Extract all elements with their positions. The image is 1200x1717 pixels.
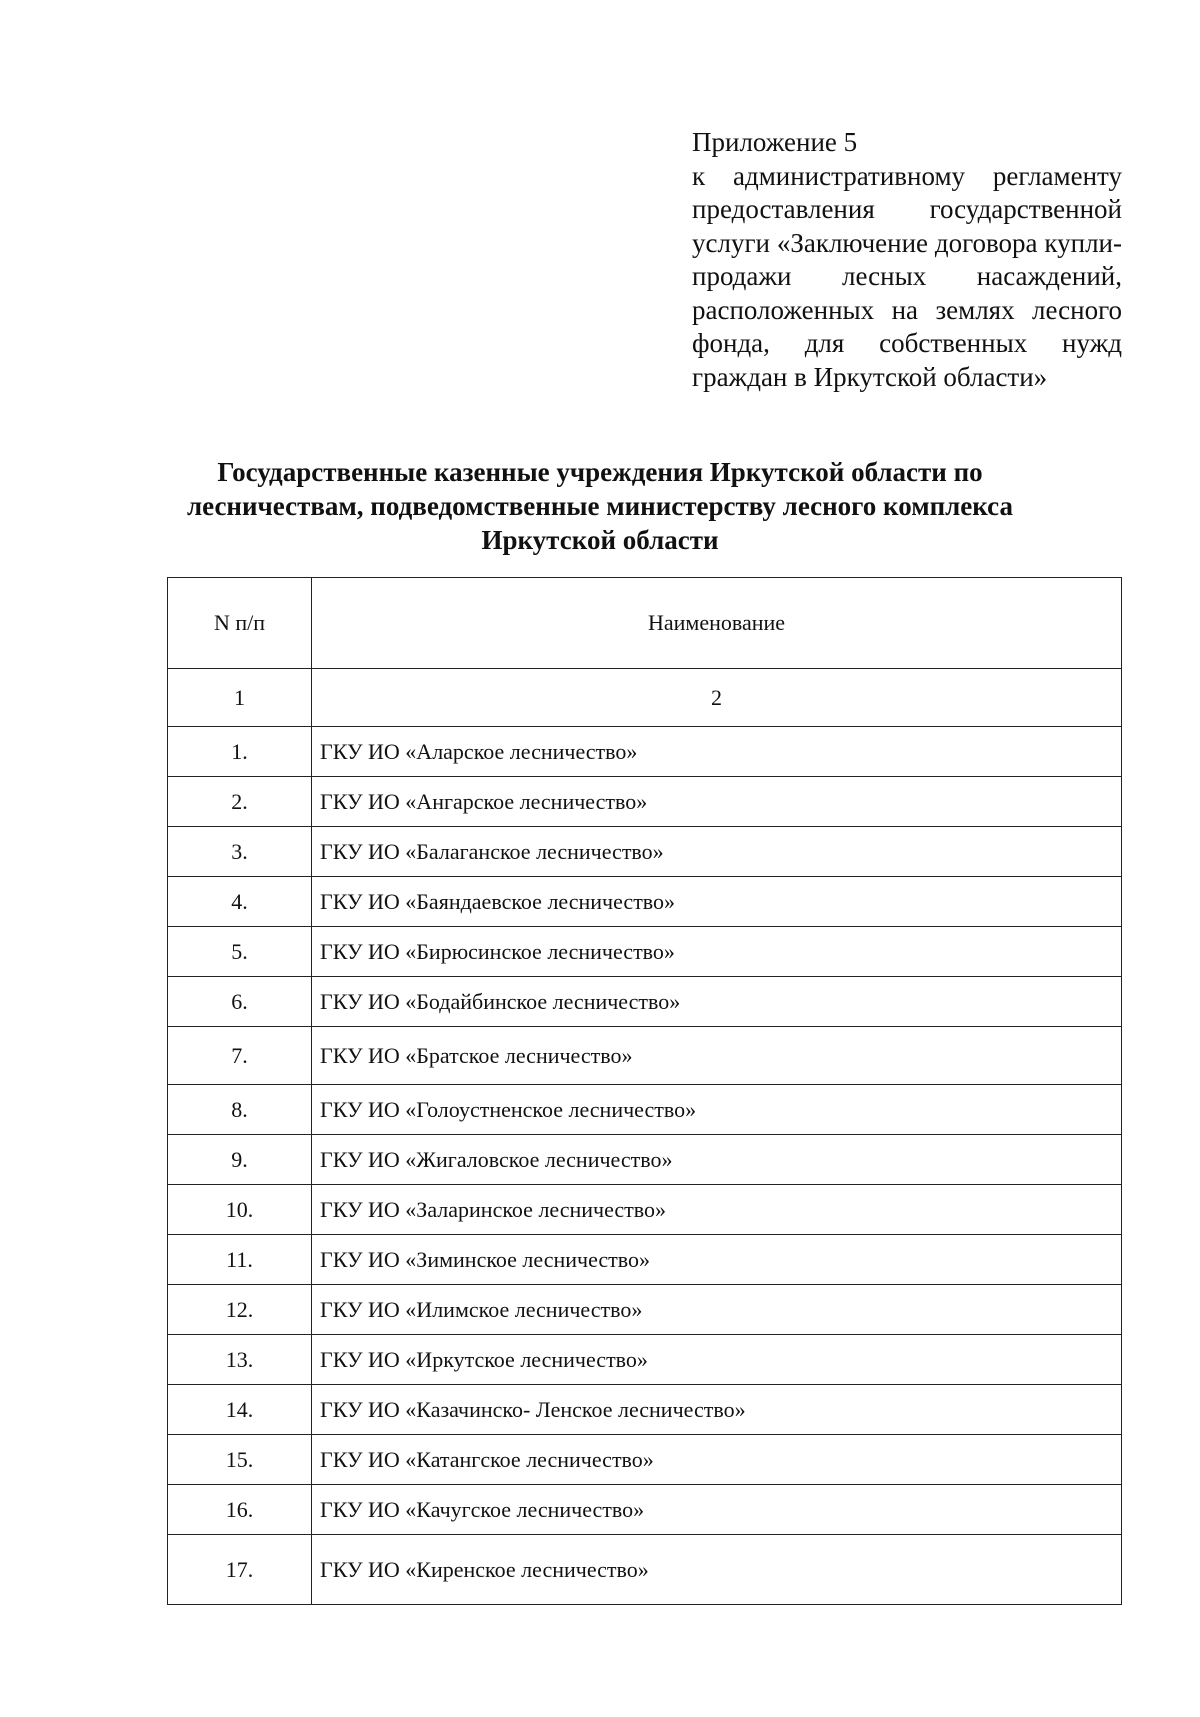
row-number: 17. [168, 1535, 312, 1605]
table-row [168, 777, 1122, 827]
row-number: 13. [168, 1335, 312, 1385]
row-number: 1. [168, 727, 312, 777]
row-number: 4. [168, 877, 312, 927]
row-number: 15. [168, 1435, 312, 1485]
row-name: ГКУ ИО «Бодайбинское лесничество» [312, 977, 1122, 1027]
table-row [168, 1385, 1122, 1435]
table-row [168, 877, 1122, 927]
table-row [168, 1285, 1122, 1335]
table-row [168, 1535, 1122, 1605]
appendix-title: Приложение 5 [692, 127, 858, 157]
document-title: Государственные казенные учреждения Иркутской области по лесничествам, подведомственные министерству лесного комплекса Иркутской области [186, 457, 1013, 555]
table-row [168, 1185, 1122, 1235]
table-row [168, 1235, 1122, 1285]
table-row [168, 827, 1122, 877]
column-index-row [168, 669, 1122, 727]
row-number: 6. [168, 977, 312, 1027]
appendix-note [692, 126, 1122, 394]
row-number: 7. [168, 1027, 312, 1085]
column-index-1: 1 [168, 669, 312, 727]
table-row [168, 1335, 1122, 1385]
row-number: 2. [168, 777, 312, 827]
header-number: N п/п [168, 578, 312, 669]
row-name: ГКУ ИО «Балаганское лесничество» [312, 827, 1122, 877]
row-name: ГКУ ИО «Баяндаевское лесничество» [312, 877, 1122, 927]
table-row [168, 1485, 1122, 1535]
table-row [168, 1135, 1122, 1185]
row-name: ГКУ ИО «Зиминское лесничество» [312, 1235, 1122, 1285]
table-row [168, 1435, 1122, 1485]
row-name: ГКУ ИО «Качугское лесничество» [312, 1485, 1122, 1535]
appendix-text: к административному регламенту предоставления государственной услуги «Заключение договора купли-продажи лесных насаждений, расположенных на землях лесного фонда, для собственных нужд граждан в Иркутской области» [692, 160, 1122, 392]
table-row [168, 977, 1122, 1027]
table-row [168, 727, 1122, 777]
row-name: ГКУ ИО «Киренское лесничество» [312, 1535, 1122, 1605]
header-name: Наименование [312, 578, 1122, 669]
row-name: ГКУ ИО «Бирюсинское лесничество» [312, 927, 1122, 977]
row-number: 14. [168, 1385, 312, 1435]
row-name: ГКУ ИО «Голоустненское лесничество» [312, 1085, 1122, 1135]
row-number: 10. [168, 1185, 312, 1235]
row-number: 9. [168, 1135, 312, 1185]
row-name: ГКУ ИО «Илимское лесничество» [312, 1285, 1122, 1335]
row-number: 11. [168, 1235, 312, 1285]
column-index-2: 2 [312, 669, 1122, 727]
table-row [168, 1027, 1122, 1085]
row-name: ГКУ ИО «Аларское лесничество» [312, 727, 1122, 777]
table-row [168, 927, 1122, 977]
organizations-table [167, 577, 1122, 1605]
row-name: ГКУ ИО «Братское лесничество» [312, 1027, 1122, 1085]
table-row [168, 1085, 1122, 1135]
row-name: ГКУ ИО «Катангское лесничество» [312, 1435, 1122, 1485]
row-name: ГКУ ИО «Жигаловское лесничество» [312, 1135, 1122, 1185]
row-name: ГКУ ИО «Ангарское лесничество» [312, 777, 1122, 827]
row-number: 12. [168, 1285, 312, 1335]
row-number: 8. [168, 1085, 312, 1135]
row-number: 5. [168, 927, 312, 977]
row-name: ГКУ ИО «Иркутское лесничество» [312, 1335, 1122, 1385]
table-header-row [168, 578, 1122, 669]
row-number: 16. [168, 1485, 312, 1535]
row-name: ГКУ ИО «Казачинско- Ленское лесничество» [312, 1385, 1122, 1435]
row-name: ГКУ ИО «Заларинское лесничество» [312, 1185, 1122, 1235]
row-number: 3. [168, 827, 312, 877]
